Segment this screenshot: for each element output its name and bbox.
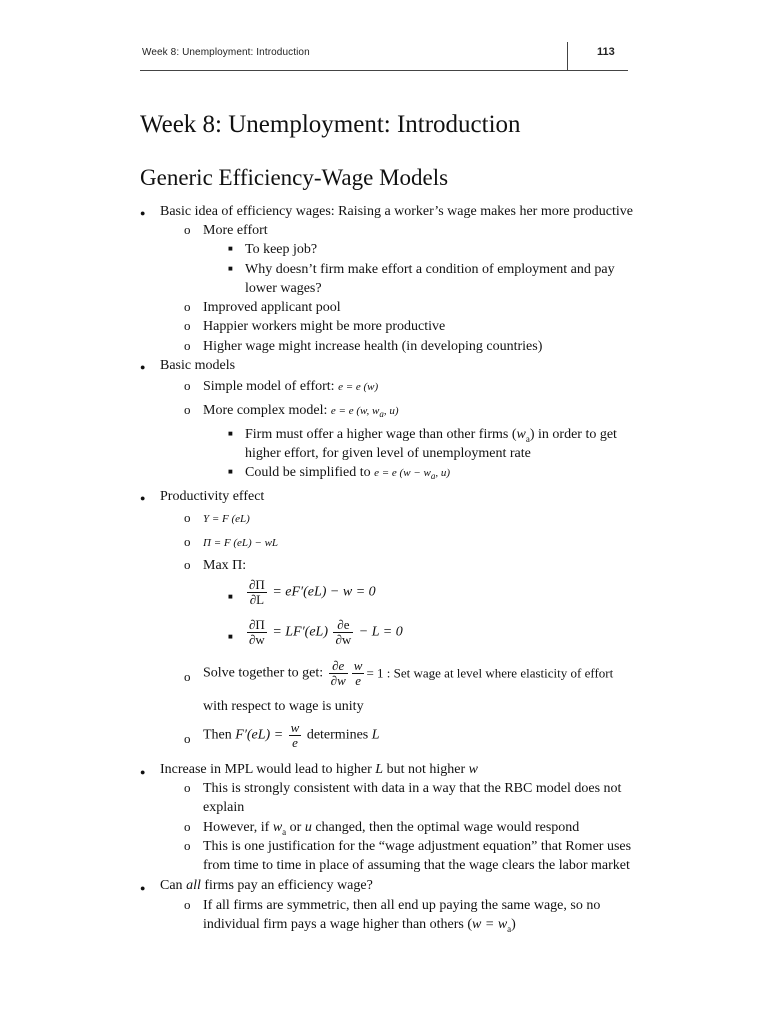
- list-item: Solve together to get: $\frac{\partial e}{\partial w}$ $\frac{w}{e}$ = 1 : Set wage at level where elasticity of effort: [203, 658, 614, 688]
- bullet-icon: o: [184, 838, 191, 853]
- list-item-continuation: explain: [203, 800, 245, 815]
- bullet-icon: o: [184, 510, 191, 525]
- item-text: Simple model of effort:: [203, 379, 335, 394]
- header-rule: [140, 70, 628, 71]
- fraction: $\frac{w}{e}$: [290, 720, 300, 750]
- bullet-icon: ■: [228, 467, 233, 476]
- list-item: To keep job?: [245, 242, 318, 257]
- bullet-icon: ■: [228, 244, 233, 253]
- list-item: Increase in MPL would lead to higher L but not higher w: [160, 762, 478, 777]
- list-item: [203, 402, 399, 423]
- list-item: Basic idea of efficiency wages: Raising a worker’s wage makes her more productive: [160, 204, 633, 219]
- bullet-icon: ■: [228, 429, 233, 438]
- fraction: $\frac{\partial\Pi}{\partial w}$: [249, 617, 265, 647]
- list-item: However, if $w_a$ or u changed, then the optimal wage would respond: [203, 820, 580, 837]
- list-item-continuation: with respect to wage is unity: [203, 699, 364, 714]
- fraction: $\frac{\partial e}{\partial w}$: [335, 617, 352, 647]
- list-item: Then F′(eL) = $\frac{w}{e}$ determines L: [203, 720, 380, 750]
- equation: e = e (w): [338, 381, 379, 393]
- bullet-icon: ●: [140, 767, 146, 777]
- bullet-icon: ●: [140, 493, 146, 503]
- fraction: $\frac{\partial e}{\partial w}$: [330, 658, 346, 688]
- list-item: More effort: [203, 223, 268, 238]
- list-item: Can all firms pay an efficiency wage?: [160, 878, 373, 893]
- list-item-continuation: lower wages?: [245, 281, 322, 296]
- fraction: $\frac{\partial\Pi}{\partial L}$: [249, 577, 265, 607]
- equation-row: $\frac{\partial\Pi}{\partial w}$ = LF′(eL) $\frac{\partial e}{\partial w}$ − L = 0: [249, 617, 403, 647]
- bullet-icon: o: [184, 222, 191, 237]
- bullet-icon: o: [184, 318, 191, 333]
- bullet-icon: ●: [140, 362, 146, 372]
- equation: Π = F (eL) − wL: [203, 537, 279, 549]
- list-item: Max Π:: [203, 558, 247, 573]
- bullet-icon: ■: [228, 592, 233, 601]
- list-item-continuation: from time to time in place of assuming that the wage clears the labor market: [203, 858, 630, 873]
- bullet-icon: o: [184, 338, 191, 353]
- list-item: Improved applicant pool: [203, 300, 341, 315]
- list-item: [203, 378, 378, 396]
- running-title: Week 8: Unemployment: Introduction: [142, 47, 310, 58]
- list-item-continuation: individual firm pays a wage higher than others $(w = w_a)$: [203, 917, 516, 934]
- bullet-icon: o: [184, 378, 191, 393]
- header-divider: [567, 42, 568, 71]
- list-item: This is strongly consistent with data in a way that the RBC model does not: [203, 781, 622, 796]
- list-item: Happier workers might be more productive: [203, 319, 446, 334]
- fraction: $\frac{w}{e}$: [353, 658, 363, 688]
- page-number: 113: [597, 46, 615, 58]
- item-text: More complex model:: [203, 403, 328, 418]
- equation: e = e (w, $w_a$, u): [330, 405, 399, 420]
- list-item: Basic models: [160, 358, 236, 373]
- bullet-icon: o: [184, 534, 191, 549]
- bullet-icon: o: [184, 731, 191, 746]
- bullet-icon: o: [184, 669, 191, 684]
- equation: e = e ($w - w_a$, u): [374, 467, 450, 482]
- bullet-icon: o: [184, 897, 191, 912]
- list-item: Productivity effect: [160, 489, 265, 504]
- list-item: [203, 534, 278, 552]
- bullet-icon: ■: [228, 264, 233, 273]
- list-item-continuation: higher effort, for given level of unemployment rate: [245, 446, 531, 461]
- equation: Y = F (eL): [203, 513, 250, 525]
- bullet-icon: o: [184, 557, 191, 572]
- list-item: This is one justification for the “wage adjustment equation” that Romer uses: [203, 839, 632, 854]
- page-title: Week 8: Unemployment: Introduction: [140, 111, 521, 138]
- bullet-icon: o: [184, 819, 191, 834]
- list-item: Higher wage might increase health (in developing countries): [203, 339, 543, 354]
- bullet-icon: ■: [228, 632, 233, 641]
- bullet-icon: o: [184, 402, 191, 417]
- bullet-icon: o: [184, 780, 191, 795]
- list-item: Could be simplified to e = e ($w - w_a$, u): [245, 465, 450, 482]
- page-header: [0, 0, 768, 72]
- bullet-icon: ●: [140, 883, 146, 893]
- equation-row: $\frac{\partial\Pi}{\partial L}$ = eF′(eL) − w = 0: [249, 577, 376, 607]
- bullet-icon: ●: [140, 208, 146, 218]
- list-item: Why doesn’t firm make effort a condition of employment and pay: [245, 262, 615, 277]
- section-title: Generic Efficiency-Wage Models: [140, 165, 449, 190]
- list-item: Firm must offer a higher wage than other firms $(w_a)$ in order to get: [245, 427, 617, 444]
- bullet-icon: o: [184, 299, 191, 314]
- list-item: If all firms are symmetric, then all end up paying the same wage, so no: [203, 898, 601, 913]
- list-item: [203, 510, 250, 528]
